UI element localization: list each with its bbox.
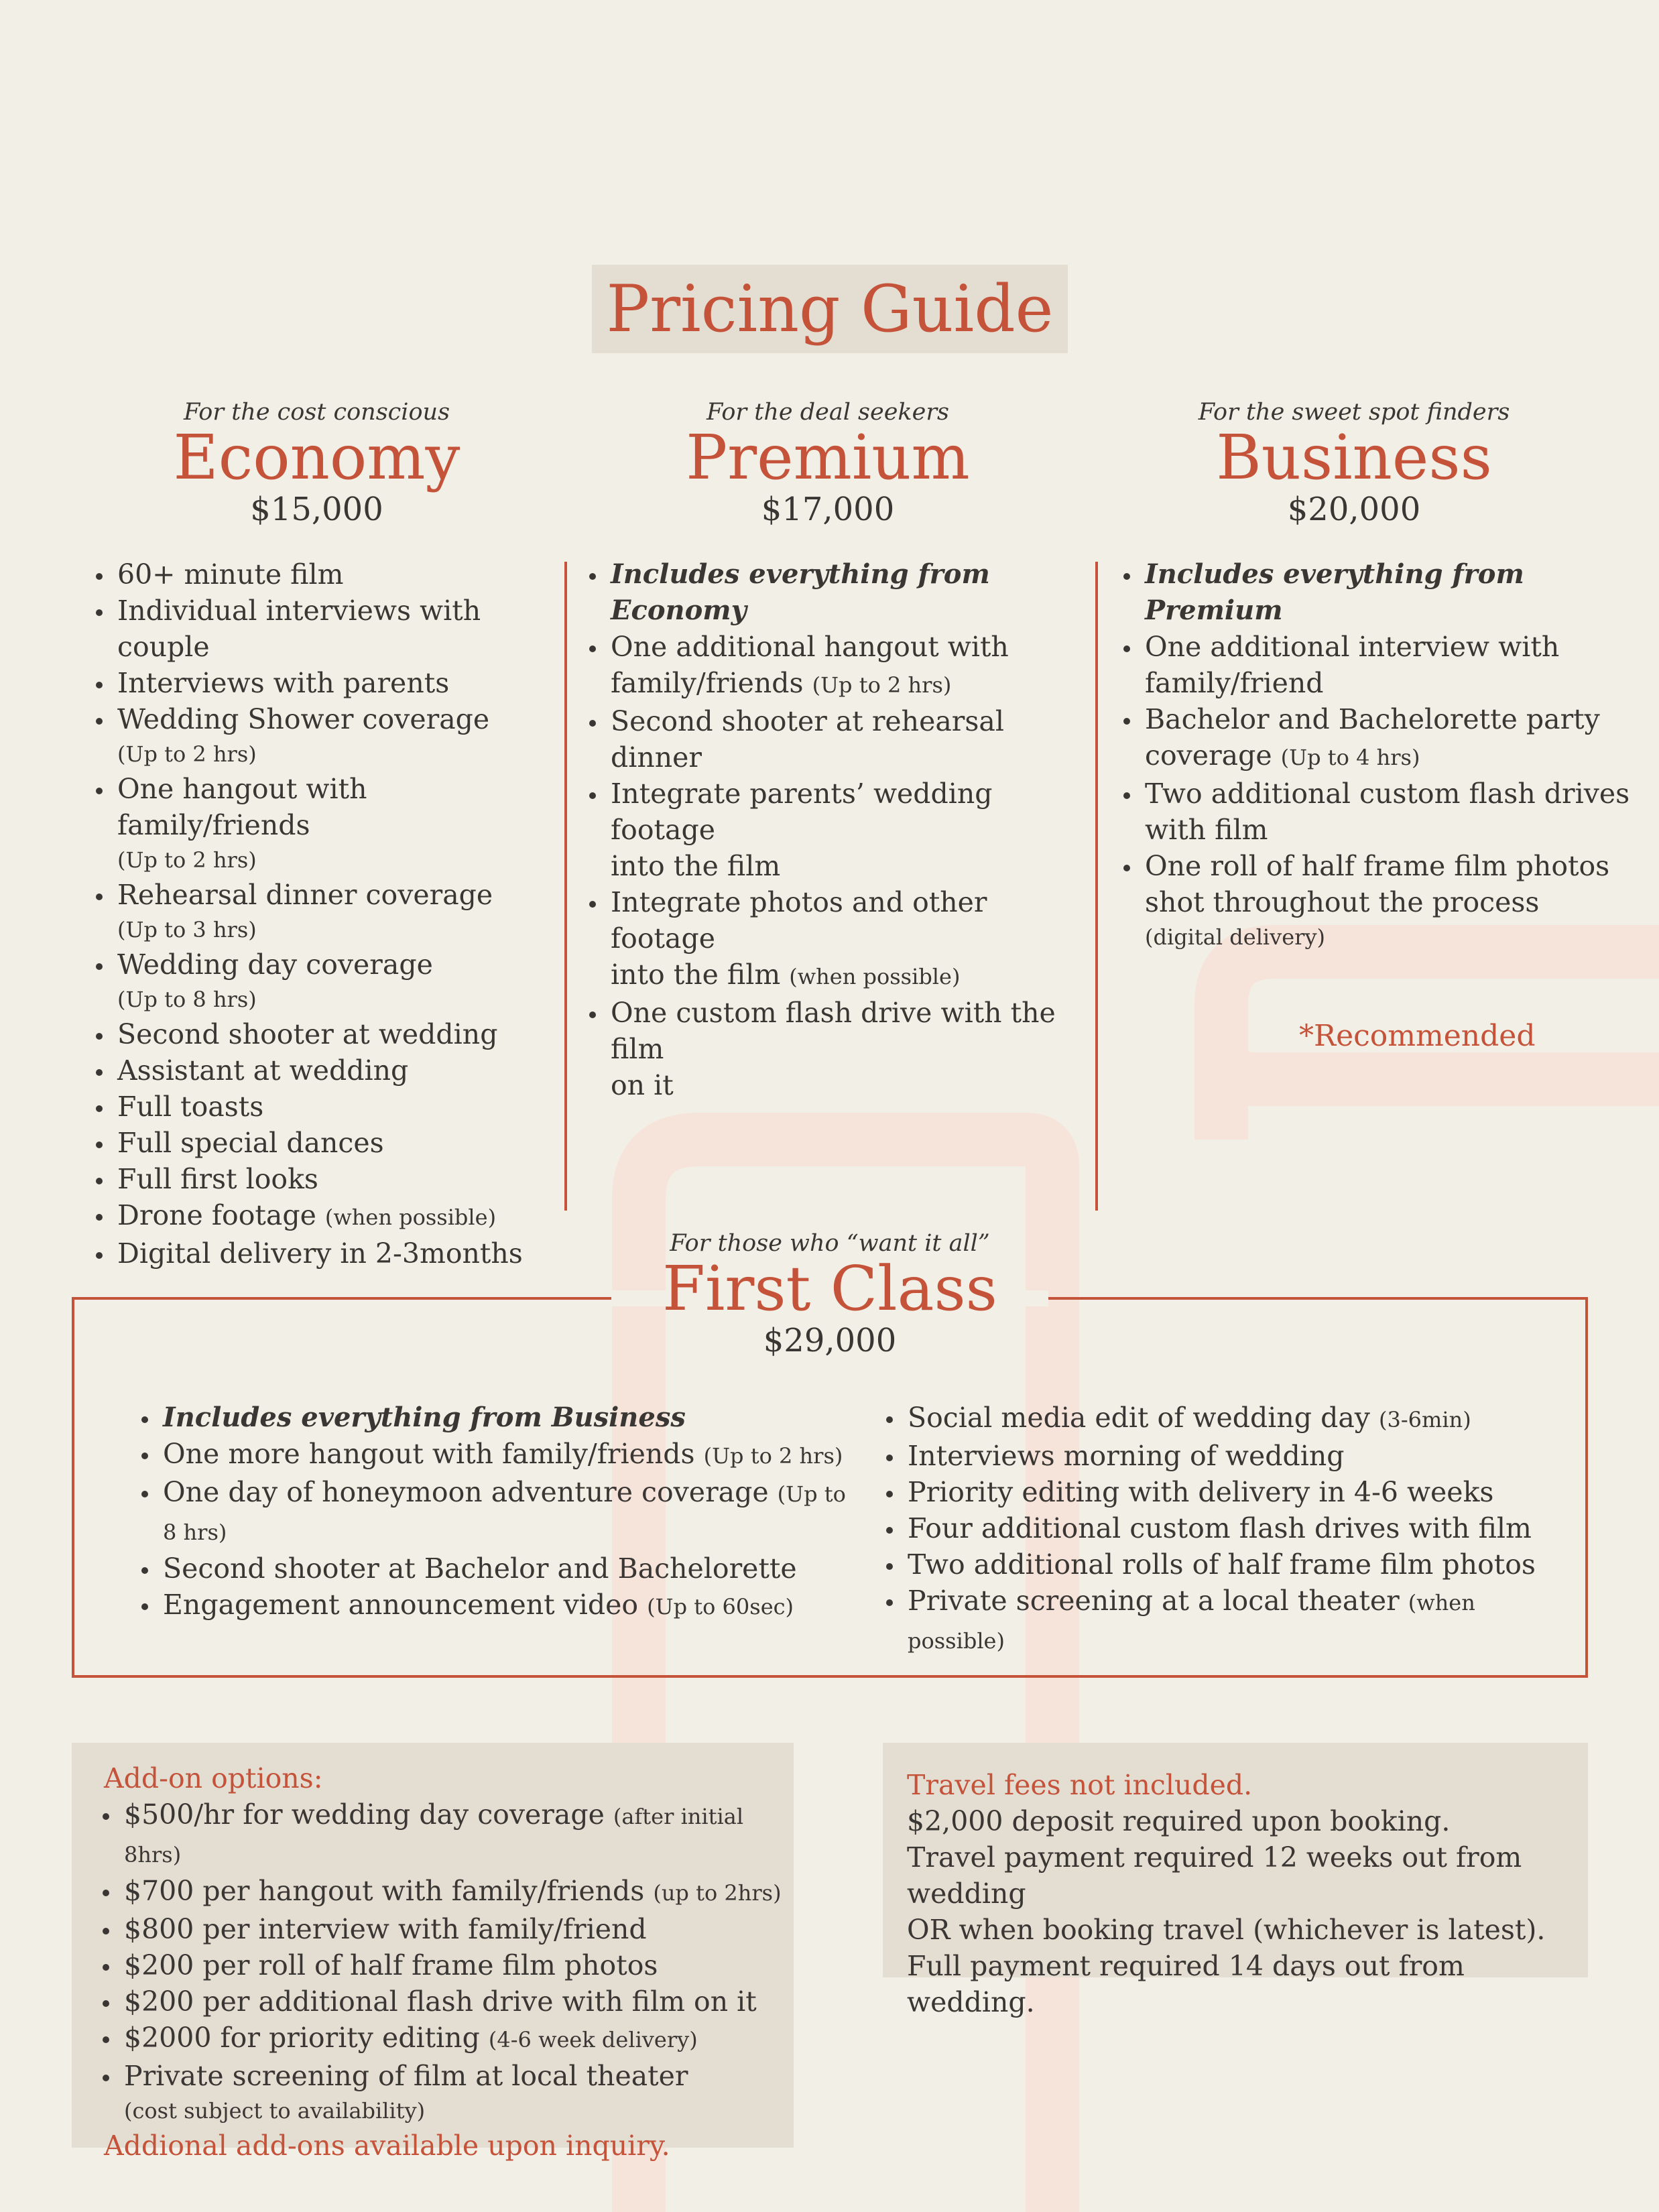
list-item: One roll of half frame film photos shot throughout the process (digital delivery) — [1119, 848, 1636, 954]
economy-price: $15,000 — [250, 490, 383, 528]
list-item: Private screening at a local theater (when possible) — [882, 1583, 1573, 1659]
first-class-header — [611, 1230, 1048, 1359]
addons-list — [99, 1796, 794, 2128]
list-item: One additional hangout with family/friends (Up to 2 hrs) — [585, 629, 1095, 703]
list-item: $2000 for priority editing (4-6 week delivery) — [99, 2020, 794, 2058]
list-item: One custom flash drive with the film on it — [585, 995, 1095, 1103]
list-item: Rehearsal dinner coverage (Up to 3 hrs) — [92, 877, 561, 946]
addons-heading: Add-on options: — [104, 1762, 323, 1794]
economy-features — [92, 556, 561, 1272]
divider-line — [564, 562, 567, 1211]
list-item: One hangout with family/friends (Up to 2 hrs) — [92, 771, 561, 877]
list-item: Full first looks — [92, 1161, 561, 1197]
list-item: $800 per interview with family/friend — [99, 1911, 794, 1947]
first-class-tagline: For those who “want it all” — [670, 1230, 990, 1257]
list-item: Second shooter at Bachelor and Bachelorette — [137, 1550, 861, 1587]
first-class-features-left — [137, 1400, 861, 1625]
list-item: Priority editing with delivery in 4-6 weeks — [882, 1474, 1573, 1510]
first-class-price: $29,000 — [763, 1321, 897, 1359]
premium-header — [627, 399, 1029, 528]
list-item: Integrate photos and other footage into the film (when possible) — [585, 884, 1095, 995]
list-item: $200 per additional flash drive with film on it — [99, 1983, 794, 2020]
list-item: Full special dances — [92, 1125, 561, 1161]
list-item: Engagement announcement video (Up to 60sec) — [137, 1587, 861, 1625]
list-item: Includes everything from Business — [137, 1400, 861, 1436]
list-item: Two additional rolls of half frame film photos — [882, 1546, 1573, 1583]
list-item: Interviews with parents — [92, 665, 561, 701]
list-item: Integrate parents’ wedding footage into the film — [585, 776, 1095, 884]
list-item: $200 per roll of half frame film photos — [99, 1947, 794, 1983]
list-item: One more hangout with family/friends (Up to 2 hrs) — [137, 1436, 861, 1474]
business-features — [1119, 556, 1636, 954]
list-item: Digital delivery in 2-3months — [92, 1235, 561, 1272]
payment-line: $2,000 deposit required upon booking. — [907, 1805, 1451, 1837]
list-item: Bachelor and Bachelorette party coverage (Up to 4 hrs) — [1119, 701, 1636, 776]
premium-tagline: For the deal seekers — [706, 399, 950, 426]
list-item: Full toasts — [92, 1089, 561, 1125]
payment-panel — [883, 1743, 1588, 2018]
travel-fees-note: Travel fees not included. — [907, 1769, 1253, 1801]
list-item: Drone footage (when possible) — [92, 1197, 561, 1235]
page-title: Pricing Guide — [606, 271, 1054, 347]
payment-line: Travel payment required 12 weeks out from wedding — [907, 1841, 1522, 1910]
premium-features — [585, 556, 1095, 1103]
business-tagline: For the sweet spot finders — [1198, 399, 1510, 426]
recommended-badge: *Recommended — [1299, 1019, 1536, 1053]
list-item: Social media edit of wedding day (3-6min) — [882, 1400, 1573, 1438]
economy-tagline: For the cost conscious — [183, 399, 450, 426]
list-item: $700 per hangout with family/friends (up to 2hrs) — [99, 1873, 794, 1911]
business-price: $20,000 — [1287, 490, 1421, 528]
premium-price: $17,000 — [761, 490, 895, 528]
divider-line — [1095, 562, 1098, 1211]
title-banner — [592, 265, 1068, 353]
list-item: Private screening of film at local theater (cost subject to availability) — [99, 2058, 794, 2128]
list-item: Individual interviews with couple — [92, 593, 561, 665]
list-item: Includes everything from Economy — [585, 556, 1095, 629]
list-item: Assistant at wedding — [92, 1052, 561, 1089]
business-header — [1153, 399, 1555, 528]
list-item: Second shooter at rehearsal dinner — [585, 703, 1095, 776]
economy-header — [121, 399, 513, 528]
business-title: Business — [1216, 422, 1492, 493]
economy-title: Economy — [173, 422, 460, 493]
list-item: $500/hr for wedding day coverage (after initial 8hrs) — [99, 1796, 794, 1873]
premium-title: Premium — [686, 422, 970, 493]
first-class-title: First Class — [662, 1253, 997, 1325]
list-item: 60+ minute film — [92, 556, 561, 593]
list-item: Includes everything from Premium — [1119, 556, 1636, 629]
list-item: Wedding day coverage (Up to 8 hrs) — [92, 946, 561, 1016]
payment-line: Full payment required 14 days out from wedding. — [907, 1950, 1465, 2018]
list-item: One day of honeymoon adventure coverage (Up to 8 hrs) — [137, 1474, 861, 1550]
list-item: Four additional custom flash drives with film — [882, 1510, 1573, 1546]
addons-panel — [72, 1743, 794, 2162]
list-item: One additional interview with family/friend — [1119, 629, 1636, 701]
payment-line: OR when booking travel (whichever is latest). — [907, 1914, 1546, 1946]
list-item: Wedding Shower coverage (Up to 2 hrs) — [92, 701, 561, 771]
addons-footer: Addional add-ons available upon inquiry. — [104, 2130, 670, 2162]
list-item: Two additional custom flash drives with film — [1119, 776, 1636, 848]
list-item: Second shooter at wedding — [92, 1016, 561, 1052]
first-class-features-right — [882, 1400, 1573, 1659]
list-item: Interviews morning of wedding — [882, 1438, 1573, 1474]
